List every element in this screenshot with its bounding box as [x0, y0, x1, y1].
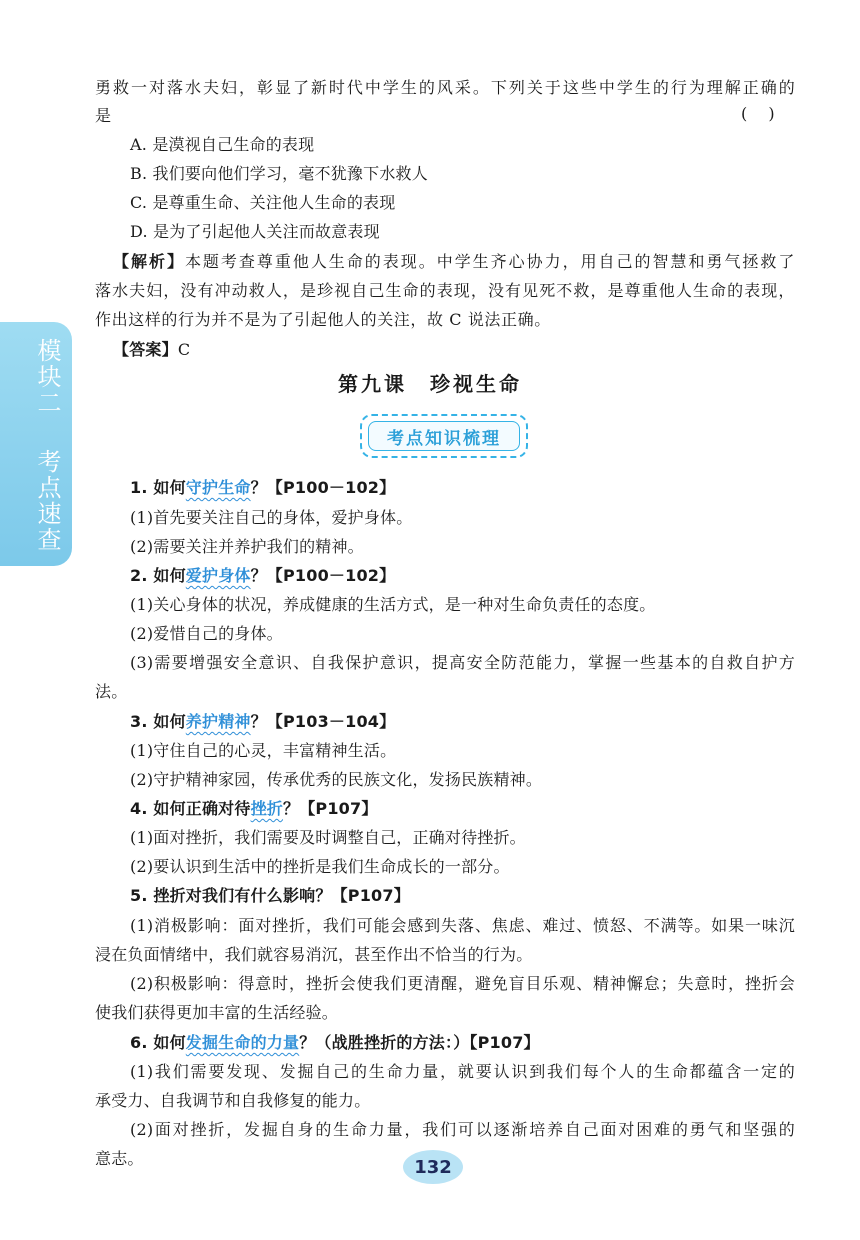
- question-6-heading: [130, 1031, 540, 1055]
- q6-answer-2-line-2: 意志。: [95, 1149, 144, 1168]
- analysis-line-2: 落水夫妇，没有冲动救人，是珍视自己生命的表现，没有见死不救，是尊重他人生命的表现，: [95, 281, 795, 300]
- side-tab-topic: 考点速查: [33, 449, 61, 554]
- question-1-heading: [130, 476, 395, 500]
- q3-suffix: ？【P103－104】: [250, 712, 396, 731]
- q5-answer-1-line-1: (1)消极影响：面对挫折，我们可能会感到失落、焦虑、难过、愤怒、不满等。如果一味沉: [130, 916, 795, 935]
- q6-answer-1-line-2: 承受力、自我调节和自我修复的能力。: [95, 1091, 371, 1110]
- answer-parentheses: ( ): [741, 104, 783, 123]
- option-d: D. 是为了引起他人关注而故意表现: [130, 222, 380, 241]
- option-a: A. 是漠视自己生命的表现: [130, 135, 315, 154]
- module-side-tab: [0, 322, 72, 566]
- page-number: 132: [403, 1150, 463, 1184]
- q5-answer-2-line-1: (2)积极影响：得意时，挫折会使我们更清醒，避免盲目乐观、精神懈怠；失意时，挫折会: [130, 974, 795, 993]
- q1-answer-2: (2)需要关注并养护我们的精神。: [130, 537, 364, 556]
- question-4-heading: [130, 797, 378, 821]
- question-3-heading: [130, 710, 395, 734]
- analysis-text-1: 本题考查尊重他人生命的表现。中学生齐心协力，用自己的智慧和勇气拯救了: [184, 252, 795, 271]
- q6-keyword: 发掘生命的力量: [185, 1033, 300, 1052]
- q1-keyword: 守护生命: [185, 478, 251, 497]
- q2-answer-1: (1)关心身体的状况，养成健康的生活方式，是一种对生命负责任的态度。: [130, 595, 656, 614]
- question-stem-line-1: 勇救一对落水夫妇，彰显了新时代中学生的风采。下列关于这些中学生的行为理解正确的: [95, 78, 795, 97]
- q6-suffix: ？（战胜挫折的方法：）【P107】: [299, 1033, 540, 1052]
- q1-prefix: 1. 如何: [130, 478, 186, 497]
- q1-suffix: ？【P100－102】: [250, 478, 396, 497]
- analysis-line-3: 作出这样的行为并不是为了引起他人的关注，故 C 说法正确。: [95, 310, 551, 329]
- option-c: C. 是尊重生命、关注他人生命的表现: [130, 193, 396, 212]
- q2-keyword: 爱护身体: [185, 566, 251, 585]
- q4-answer-1: (1)面对挫折，我们需要及时调整自己，正确对待挫折。: [130, 828, 526, 847]
- q4-prefix: 4. 如何正确对待: [130, 799, 251, 818]
- q4-suffix: ？【P107】: [283, 799, 378, 818]
- section-badge-label: 考点知识梳理: [368, 421, 520, 451]
- q2-answer-2: (2)爱惜自己的身体。: [130, 624, 283, 643]
- q3-prefix: 3. 如何: [130, 712, 186, 731]
- question-stem-line-2: 是: [95, 106, 112, 125]
- question-2-heading: [130, 564, 395, 588]
- question-5-heading: 5. 挫折对我们有什么影响？【P107】: [130, 886, 410, 905]
- q5-answer-2-line-2: 使我们获得更加丰富的生活经验。: [95, 1003, 339, 1022]
- q1-answer-1: (1)首先要关注自己的身体，爱护身体。: [130, 508, 413, 527]
- option-b: B. 我们要向他们学习，毫不犹豫下水救人: [130, 164, 428, 183]
- q3-answer-2: (2)守护精神家园，传承优秀的民族文化，发扬民族精神。: [130, 770, 543, 789]
- q6-answer-2-line-1: (2)面对挫折，发掘自身的生命力量，我们可以逐渐培养自己面对困难的勇气和坚强的: [130, 1120, 795, 1139]
- q2-answer-3-line-2: 法。: [95, 682, 128, 701]
- section-badge: [360, 414, 528, 458]
- answer-label: 【答案】: [113, 340, 178, 359]
- q5-answer-1-line-2: 浸在负面情绪中，我们就容易消沉，甚至作出不恰当的行为。: [95, 945, 533, 964]
- q3-answer-1: (1)守住自己的心灵，丰富精神生活。: [130, 741, 397, 760]
- side-tab-module: 模块二: [33, 338, 61, 416]
- q3-keyword: 养护精神: [185, 712, 251, 731]
- q4-keyword: 挫折: [250, 799, 283, 818]
- analysis-label: 【解析】: [113, 252, 185, 271]
- analysis-line-1: [113, 250, 795, 274]
- lesson-title: 第九课 珍视生命: [338, 372, 522, 396]
- q2-suffix: ？【P100－102】: [250, 566, 396, 585]
- q4-answer-2: (2)要认识到生活中的挫折是我们生命成长的一部分。: [130, 857, 510, 876]
- q2-prefix: 2. 如何: [130, 566, 186, 585]
- q6-answer-1-line-1: (1)我们需要发现、发掘自己的生命力量，就要认识到我们每个人的生命都蕴含一定的: [130, 1062, 795, 1081]
- answer-line: [113, 338, 190, 362]
- q2-answer-3-line-1: (3)需要增强安全意识、自我保护意识，提高安全防范能力，掌握一些基本的自救自护方: [130, 653, 795, 672]
- q6-prefix: 6. 如何: [130, 1033, 186, 1052]
- answer-value: C: [177, 340, 191, 359]
